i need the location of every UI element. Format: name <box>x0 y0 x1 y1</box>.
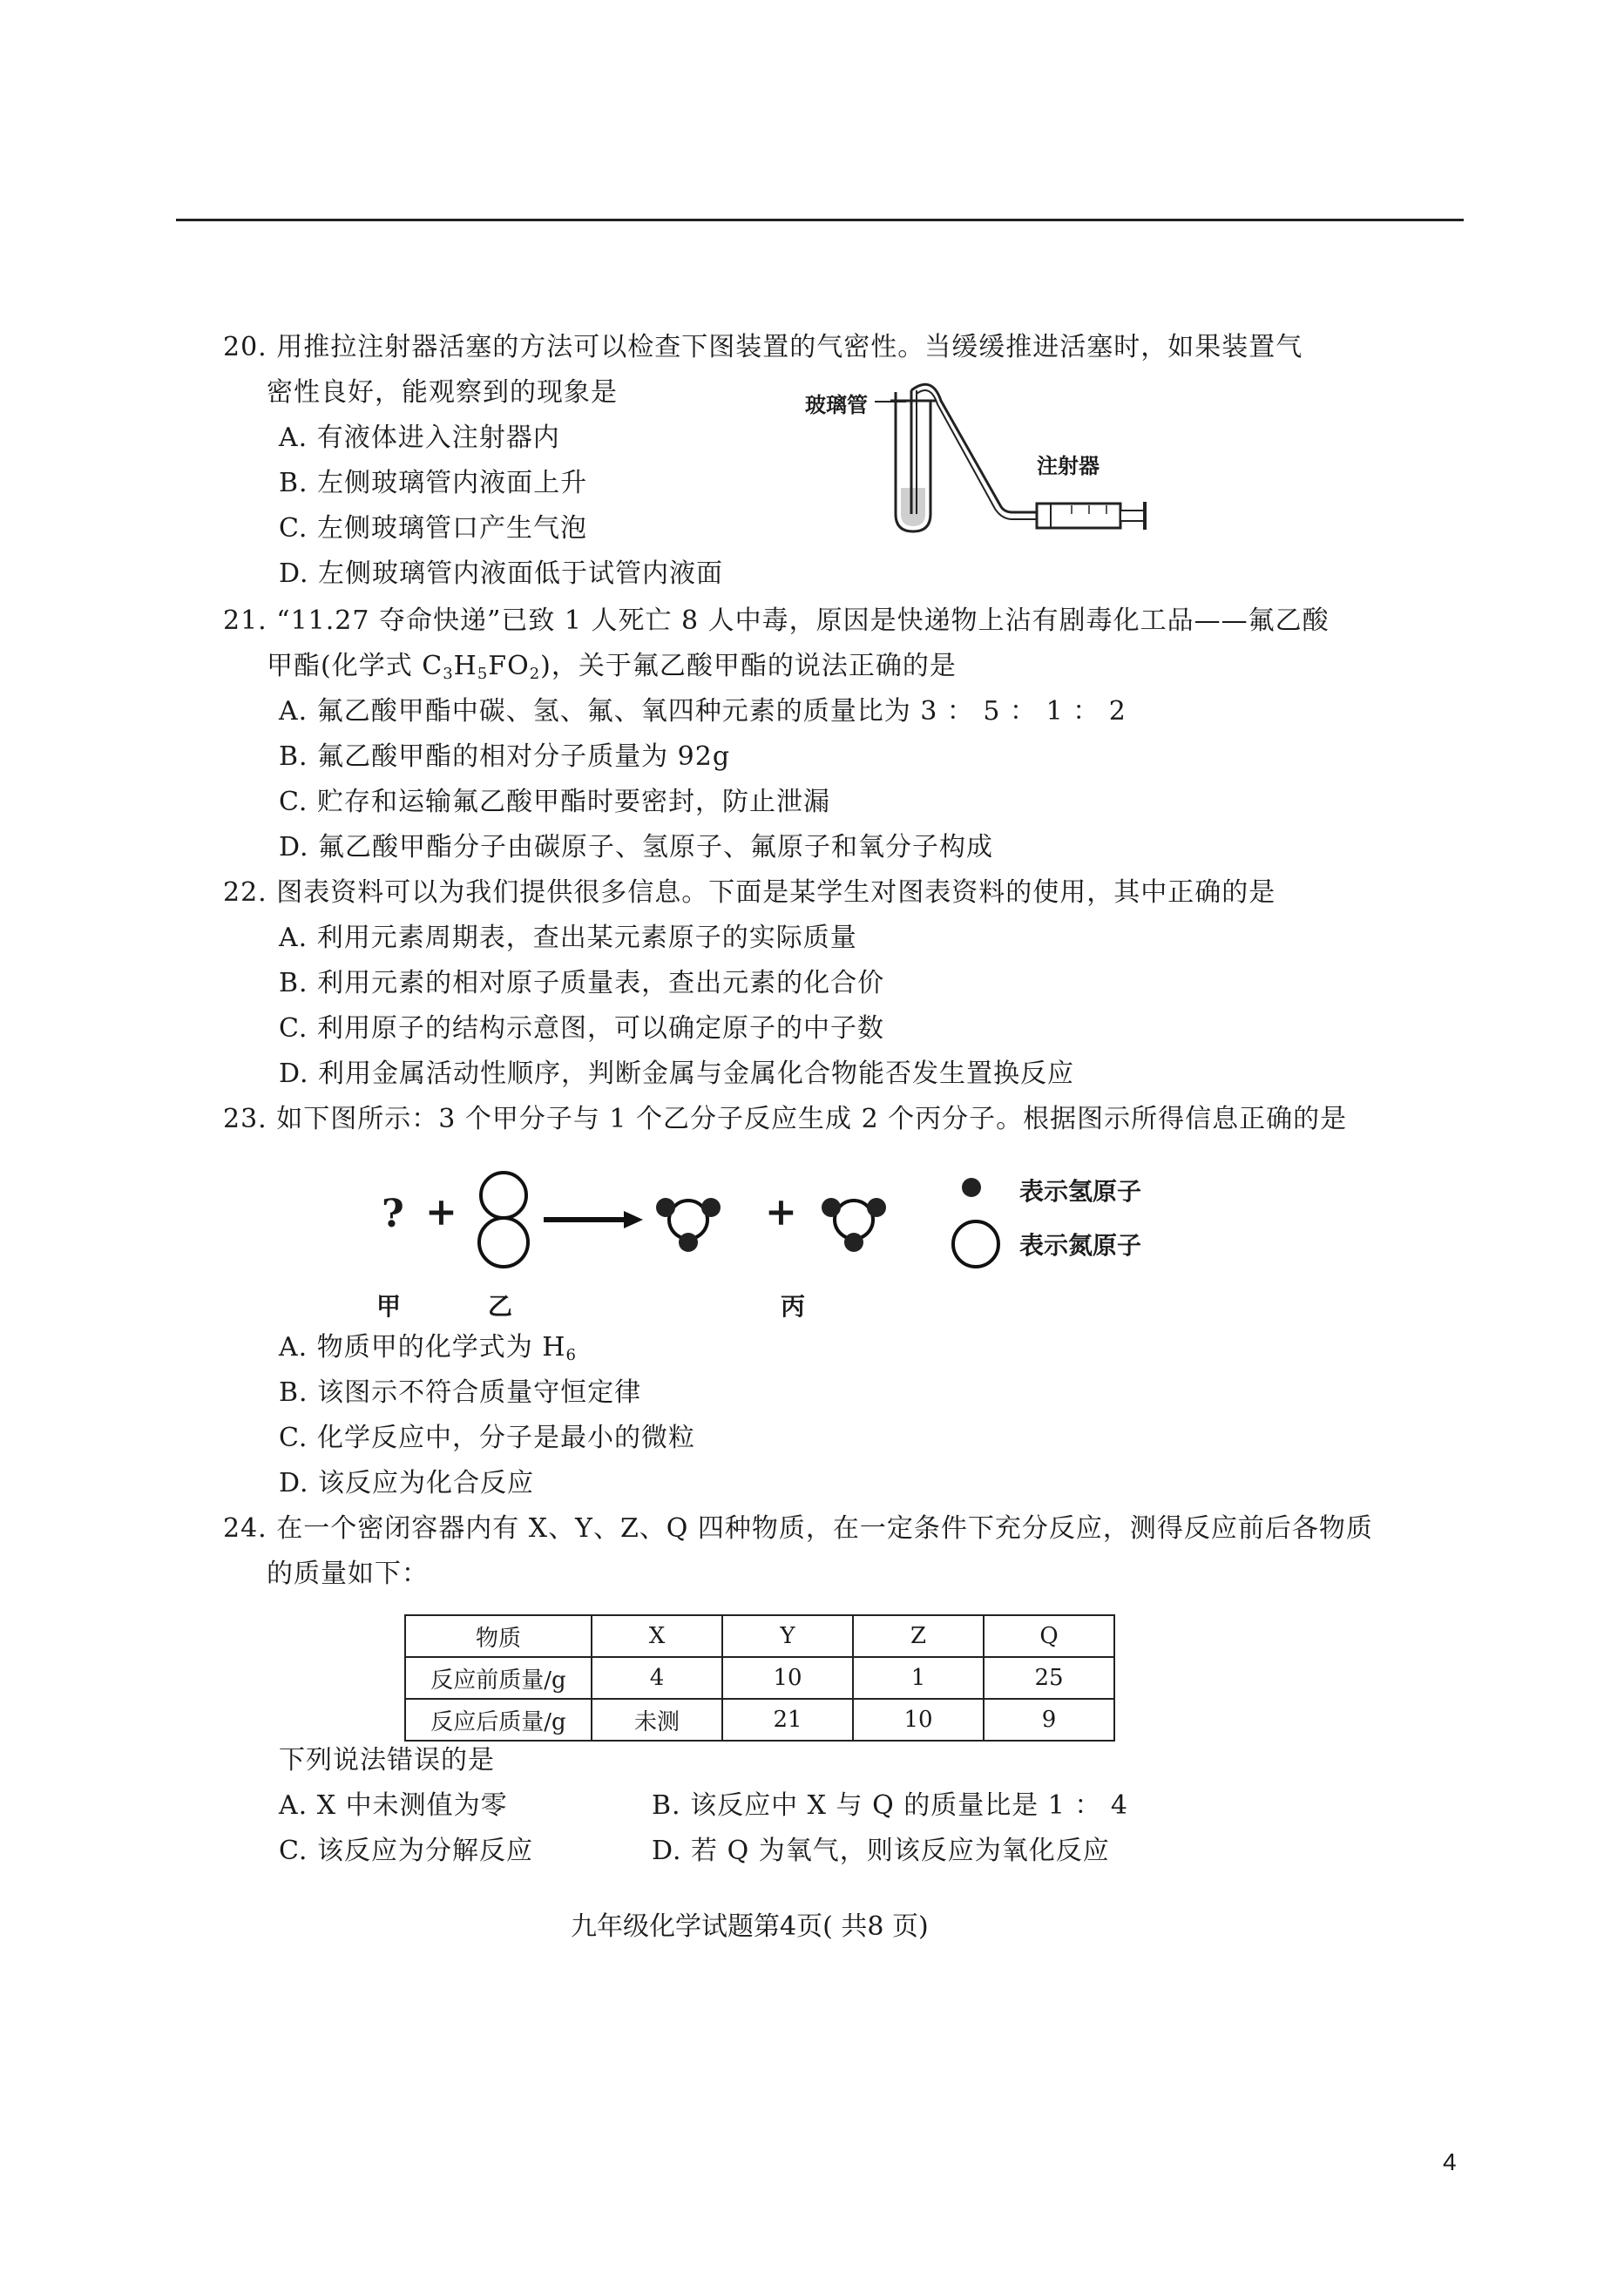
airtightness-apparatus-diagram <box>871 383 1167 540</box>
q24-option-a: A. X 中未测值为零 <box>279 1790 508 1821</box>
table-cell: 反应后质量/g <box>405 1699 592 1741</box>
q20-option-d: D. 左侧玻璃管内液面低于试管内液面 <box>279 558 724 589</box>
table-cell: 4 <box>592 1657 722 1699</box>
legend-nitrogen-label: 表示氮原子 <box>1019 1231 1142 1260</box>
q20-option-c: C. 左侧玻璃管口产生气泡 <box>279 513 587 544</box>
q22-option-c: C. 利用原子的结构示意图，可以确定原子的中子数 <box>279 1013 884 1044</box>
q22-option-d: D. 利用金属活动性顺序，判断金属与金属化合物能否发生置换反应 <box>279 1059 1075 1089</box>
legend-hydrogen-atom-icon <box>958 1174 985 1201</box>
legend-nitrogen-atom-icon <box>950 1218 1002 1270</box>
reactant-unknown-mark: ? <box>382 1192 404 1236</box>
label-bing: 丙 <box>781 1292 806 1321</box>
table-header-cell: X <box>592 1615 722 1657</box>
q23-option-b: B. 该图示不符合质量守恒定律 <box>279 1377 642 1408</box>
q24-option-d: D. 若 Q 为氧气，则该反应为氧化反应 <box>652 1836 1110 1866</box>
table-header-cell: Y <box>722 1615 853 1657</box>
q21-option-b: B. 氟乙酸甲酯的相对分子质量为 92g <box>279 741 731 772</box>
table-cell: 10 <box>853 1699 984 1741</box>
q24-stem-line1: 24. 在一个密闭容器内有 X、Y、Z、Q 四种物质，在一定条件下充分反应，测得反应前后各物质 <box>223 1513 1373 1544</box>
q21-stem-line2: 甲酯(化学式 $C_3H_5FO_2$)，关于氟乙酸甲酯的说法正确的是 <box>267 651 957 683</box>
table-cell: 9 <box>984 1699 1114 1741</box>
label-yi: 乙 <box>488 1292 513 1321</box>
q23-stem: 23. 如下图所示：3 个甲分子与 1 个乙分子反应生成 2 个丙分子。根据图示所得信息正确的是 <box>223 1104 1348 1134</box>
table-cell: 1 <box>853 1657 984 1699</box>
glass-tube-label: 玻璃管 <box>805 392 868 417</box>
q24-question: 下列说法错误的是 <box>279 1745 495 1776</box>
table-header-cell: 物质 <box>405 1615 592 1657</box>
table-cell: 25 <box>984 1657 1114 1699</box>
q23-option-d: D. 该反应为化合反应 <box>279 1468 535 1498</box>
page-footer: 九年级化学试题第4页( 共8 页) <box>571 1911 929 1942</box>
q22-stem: 22. 图表资料可以为我们提供很多信息。下面是某学生对图表资料的使用，其中正确的是 <box>223 877 1276 908</box>
plus-sign-2: + <box>765 1190 797 1234</box>
q23-option-a: A. 物质甲的化学式为 $H_6$ <box>279 1332 577 1364</box>
table-cell: 21 <box>722 1699 853 1741</box>
q24-stem-line2: 的质量如下： <box>267 1559 429 1589</box>
header-rule <box>176 219 1464 221</box>
q20-option-b: B. 左侧玻璃管内液面上升 <box>279 468 588 498</box>
q22-option-a: A. 利用元素周期表，查出某元素原子的实际质量 <box>279 923 857 953</box>
table-cell: 未测 <box>592 1699 722 1741</box>
q23-option-c: C. 化学反应中，分子是最小的微粒 <box>279 1423 695 1453</box>
plus-sign-1: + <box>425 1190 457 1234</box>
syringe-label: 注射器 <box>1037 453 1100 478</box>
q22-option-b: B. 利用元素的相对原子质量表，查出元素的化合价 <box>279 968 885 998</box>
mass-data-table <box>404 1614 1115 1742</box>
q21-option-c: C. 贮存和运输氟乙酸甲酯时要密封，防止泄漏 <box>279 787 830 817</box>
table-row <box>405 1657 1114 1699</box>
table-row <box>405 1699 1114 1741</box>
q24-option-c: C. 该反应为分解反应 <box>279 1836 533 1866</box>
q21-option-a: A. 氟乙酸甲酯中碳、氢、氟、氧四种元素的质量比为 3 ： 5 ： 1 ： 2 <box>279 696 1127 727</box>
q24-option-b: B. 该反应中 X 与 Q 的质量比是 1 ： 4 <box>652 1790 1128 1821</box>
table-header-row <box>405 1615 1114 1657</box>
legend-hydrogen-label: 表示氢原子 <box>1019 1177 1142 1206</box>
q21-stem-line1: 21. “11.27 夺命快递”已致 1 人死亡 8 人中毒，原因是快递物上沾有剧毒化工品——氟乙酸 <box>223 605 1330 636</box>
q20-stem-line1: 20. 用推拉注射器活塞的方法可以检查下图装置的气密性。当缓缓推进活塞时，如果装置气 <box>223 332 1303 362</box>
q20-option-a: A. 有液体进入注射器内 <box>279 423 560 453</box>
table-header-cell: Q <box>984 1615 1114 1657</box>
label-jia: 甲 <box>376 1292 402 1321</box>
q20-stem-line2: 密性良好，能观察到的现象是 <box>267 377 618 408</box>
table-cell: 反应前质量/g <box>405 1657 592 1699</box>
table-header-cell: Z <box>853 1615 984 1657</box>
q21-option-d: D. 氟乙酸甲酯分子由碳原子、氢原子、氟原子和氧分子构成 <box>279 832 994 862</box>
molecule-reaction-diagram <box>470 1167 924 1281</box>
table-cell: 10 <box>722 1657 853 1699</box>
page-number: 4 <box>1443 2148 1457 2175</box>
